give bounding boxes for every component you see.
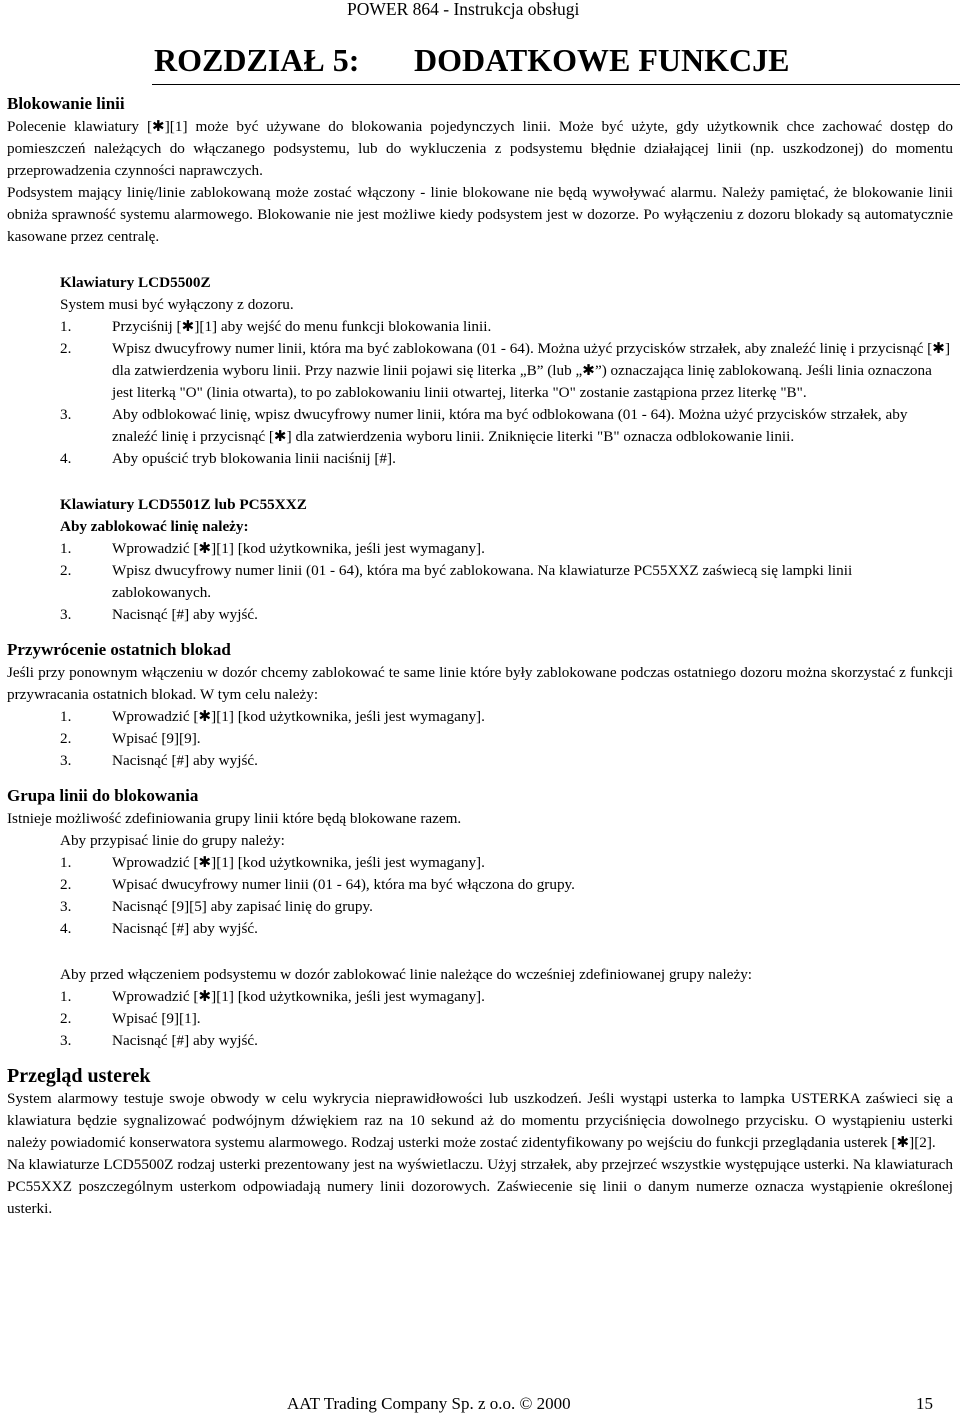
chapter-name: DODATKOWE FUNKCJE [414, 42, 790, 78]
steps-list-lcd5501z [7, 538, 953, 626]
list-item: 2. Wpisać [9][1]. [60, 1010, 201, 1027]
list-item: 1. Wprowadzić [✱][1] [kod użytkownika, jeśli jest wymagany]. [60, 854, 485, 871]
page-number: 15 [916, 1394, 933, 1413]
list-item: 3. Nacisnąć [9][5] aby zapisać linię do grupy. [60, 898, 373, 915]
list-item: 3. Nacisnąć [#] aby wyjść. [60, 606, 258, 623]
list-item: 1. Wprowadzić [✱][1] [kod użytkownika, jeśli jest wymagany]. [60, 708, 485, 725]
subheading-lcd5500z: Klawiatury LCD5500Z [60, 274, 211, 291]
list-item: 4. Aby opuścić tryb blokowania linii naciśnij [#]. [60, 450, 396, 467]
list-item: 4. Nacisnąć [#] aby wyjść. [60, 920, 258, 937]
footer-company: AAT Trading Company Sp. z o.o. © 2000 [287, 1394, 571, 1413]
paragraph: Na klawiaturze LCD5500Z rodzaj usterki prezentowany jest na wyświetlaczu. Użyj strzałek, aby przejrzeć wszystkie występujące usterki. Na klawiaturach PC55XXZ poszczególnym usterkom odpowiadają numery linii dozorowych. Zaświecenie się linii o danym numerze oznacza wystąpienie określonej usterki. [7, 1156, 953, 1217]
steps-list-lcd5500z [7, 316, 953, 470]
steps-list-grupa-blokowanie [7, 986, 953, 1052]
steps-list-przywrocenie [7, 706, 953, 772]
list-item: 2. Wpisać dwucyfrowy numer linii (01 - 64), która ma być włączona do grupy. [60, 876, 575, 893]
section-heading-grupa: Grupa linii do blokowania [7, 786, 199, 805]
subheading-block-steps: Aby zablokować linię należy: [60, 518, 249, 535]
instruction: Aby przypisać linie do grupy należy: [60, 832, 285, 849]
list-item: 2. Wpisz dwucyfrowy numer linii (01 - 64), która ma być zablokowana. Na klawiaturze PC55XXZ zaświecą się lampki linii zablokowanych. [60, 562, 853, 601]
paragraph: Polecenie klawiatury [✱][1] może być używane do blokowania pojedynczych linii. Może być użyte, gdy użytkownik chce zachować dostęp do pomieszczeń należących do włączanego podsystemu, lub do wykluczenia z podsystemu błędnie działającej linii (np. uszkodzonej) do momentu przeprowadzenia czynności naprawczych. [7, 118, 953, 179]
list-item: 3. Aby odblokować linię, wpisz dwucyfrowy numer linii, która ma być odblokowana (01 - 64). Można użyć przycisków strzałek, aby znaleźć linię i przycisnąć [✱] dla zatwierdzenia wyboru linii. Zniknięcie literki "B" oznacza odblokowanie linii. [60, 406, 908, 445]
paragraph: Jeśli przy ponownym włączeniu w dozór chcemy zablokować te same linie które były zablokowane podczas ostatniego dozoru można skorzystać z funkcji przywracania ostatnich blokad. W tym celu należy: [7, 664, 953, 703]
list-item: 3. Nacisnąć [#] aby wyjść. [60, 752, 258, 769]
instruction: Aby przed włączeniem podsystemu w dozór zablokować linie należące do wcześniej zdefiniowanej grupy należy: [60, 966, 753, 983]
list-item: 2. Wpisz dwucyfrowy numer linii, która ma być zablokowana (01 - 64). Można użyć przycisków strzałek, aby znaleźć linię i przycisnąć [✱] dla zatwierdzenia wyboru linii. Przy nazwie linii pojawi się literka „B” (lub „✱”) oznaczająca linię zablokowaną. Jeśli linia oznaczona jest literką "O" (linia otwarta), to po zablokowaniu linii otwartej, literka "O" zostanie zastąpiona przez literkę "B". [60, 340, 951, 401]
paragraph: Podsystem mający linię/linie zablokowaną może zostać włączony - linie blokowane nie będą wywoływać alarmu. Należy pamiętać, że blokowanie linii obniża sprawność systemu alarmowego. Blokowanie nie jest możliwe kiedy podsystem jest w dozorze. Po wyłączeniu z dozoru blokady są automatycznie kasowane przez centralę. [7, 184, 953, 245]
chapter-label: ROZDZIAŁ 5: [154, 42, 360, 78]
list-item: 2. Wpisać [9][9]. [60, 730, 201, 747]
list-item: 3. Nacisnąć [#] aby wyjść. [60, 1032, 258, 1049]
subheading-lcd5501z: Klawiatury LCD5501Z lub PC55XXZ [60, 496, 307, 513]
page-content [7, 92, 953, 1220]
chapter-rule [152, 84, 960, 85]
list-item: 1. Przyciśnij [✱][1] aby wejść do menu funkcji blokowania linii. [60, 318, 492, 335]
section-heading-przywrocenie: Przywrócenie ostatnich blokad [7, 640, 231, 659]
list-item: 1. Wprowadzić [✱][1] [kod użytkownika, jeśli jest wymagany]. [60, 540, 485, 557]
chapter-heading [154, 40, 790, 80]
paragraph: Istnieje możliwość zdefiniowania grupy linii które będą blokowane razem. [7, 810, 462, 827]
running-header: POWER 864 - Instrukcja obsługi [347, 0, 580, 19]
note: System musi być wyłączony z dozoru. [60, 296, 294, 313]
paragraph: System alarmowy testuje swoje obwody w celu wykrycia nieprawidłowości lub uszkodzeń. Jeśli wystąpi usterka to lampka USTERKA zaświeci się a klawiatura będzie sygnalizować podwójnym dźwiękiem raz na 10 sekund aż do momentu przyciśnięcia dowolnego przycisku. O wystąpieniu usterki należy powiadomić konserwatora systemu alarmowego. Rodzaj usterki może zostać zidentyfikowany po wejściu do funkcji przeglądania usterek [✱][2]. [7, 1090, 953, 1151]
section-heading-blokowanie: Blokowanie linii [7, 94, 125, 113]
section-heading-przeglad: Przegląd usterek [7, 1065, 151, 1087]
list-item: 1. Wprowadzić [✱][1] [kod użytkownika, jeśli jest wymagany]. [60, 988, 485, 1005]
steps-list-grupa-przypisanie [7, 852, 953, 940]
